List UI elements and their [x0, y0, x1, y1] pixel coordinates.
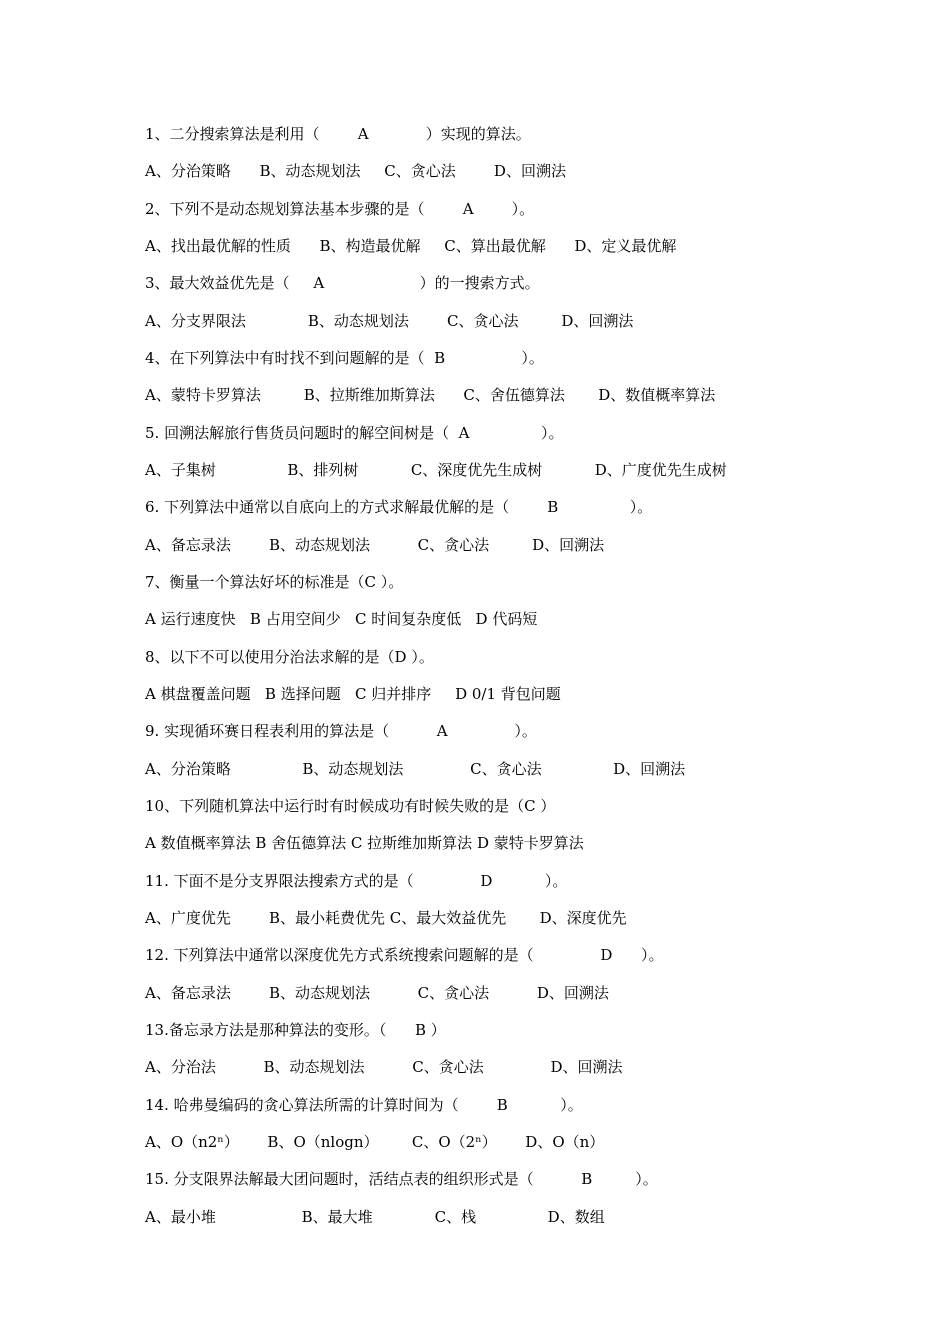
question-10: 10、下列随机算法中运行时有时候成功有时候失败的是（C ）: [145, 797, 556, 815]
options-15: A、最小堆 B、最大堆 C、栈 D、数组: [145, 1208, 605, 1226]
question-7: 7、衡量一个算法好坏的标准是（C ）。: [145, 573, 404, 591]
question-8: 8、以下不可以使用分治法求解的是（D ）。: [145, 648, 434, 666]
options-4: A、蒙特卡罗算法 B、拉斯维加斯算法 C、舍伍德算法 D、数值概率算法: [145, 386, 716, 404]
question-11: 11. 下面不是分支界限法搜索方式的是（ D ）。: [145, 872, 568, 890]
question-9: 9. 实现循环赛日程表利用的算法是（ A ）。: [145, 722, 537, 740]
question-1: 1、二分搜索算法是利用（ A ）实现的算法。: [145, 125, 531, 143]
options-5: A、子集树 B、排列树 C、深度优先生成树 D、广度优先生成树: [145, 461, 727, 479]
question-13: 13.备忘录方法是那种算法的变形。（ B ）: [145, 1021, 446, 1039]
question-4: 4、在下列算法中有时找不到问题解的是（ B ）。: [145, 349, 544, 367]
options-10: A 数值概率算法 B 舍伍德算法 C 拉斯维加斯算法 D 蒙特卡罗算法: [145, 834, 584, 852]
options-12: A、备忘录法 B、动态规划法 C、贪心法 D、回溯法: [145, 984, 609, 1002]
options-13: A、分治法 B、动态规划法 C、贪心法 D、回溯法: [145, 1058, 623, 1076]
options-6: A、备忘录法 B、动态规划法 C、贪心法 D、回溯法: [145, 536, 605, 554]
question-15: 15. 分支限界法解最大团问题时，活结点表的组织形式是（ B ）。: [145, 1170, 658, 1188]
question-6: 6. 下列算法中通常以自底向上的方式求解最优解的是（ B ）。: [145, 498, 653, 516]
options-14: A、O（n2ⁿ） B、O（nlogn） C、O（2ⁿ） D、O（n）: [145, 1133, 605, 1151]
options-2: A、找出最优解的性质 B、构造最优解 C、算出最优解 D、定义最优解: [145, 237, 677, 255]
options-3: A、分支界限法 B、动态规划法 C、贪心法 D、回溯法: [145, 312, 634, 330]
options-1: A、分治策略 B、动态规划法 C、贪心法 D、回溯法: [145, 162, 566, 180]
question-12: 12. 下列算法中通常以深度优先方式系统搜索问题解的是（ D ）。: [145, 946, 664, 964]
question-14: 14. 哈弗曼编码的贪心算法所需的计算时间为（ B ）。: [145, 1096, 583, 1114]
options-9: A、分治策略 B、动态规划法 C、贪心法 D、回溯法: [145, 760, 686, 778]
options-8: A 棋盘覆盖问题 B 选择问题 C 归并排序 D 0/1 背包问题: [145, 685, 561, 703]
question-5: 5. 回溯法解旅行售货员问题时的解空间树是（ A ）。: [145, 424, 564, 442]
question-2: 2、下列不是动态规划算法基本步骤的是（ A ）。: [145, 200, 535, 218]
question-3: 3、最大效益优先是（ A ）的一搜索方式。: [145, 274, 540, 292]
options-11: A、广度优先 B、最小耗费优先 C、最大效益优先 D、深度优先: [145, 909, 627, 927]
options-7: A 运行速度快 B 占用空间少 C 时间复杂度低 D 代码短: [145, 610, 538, 628]
